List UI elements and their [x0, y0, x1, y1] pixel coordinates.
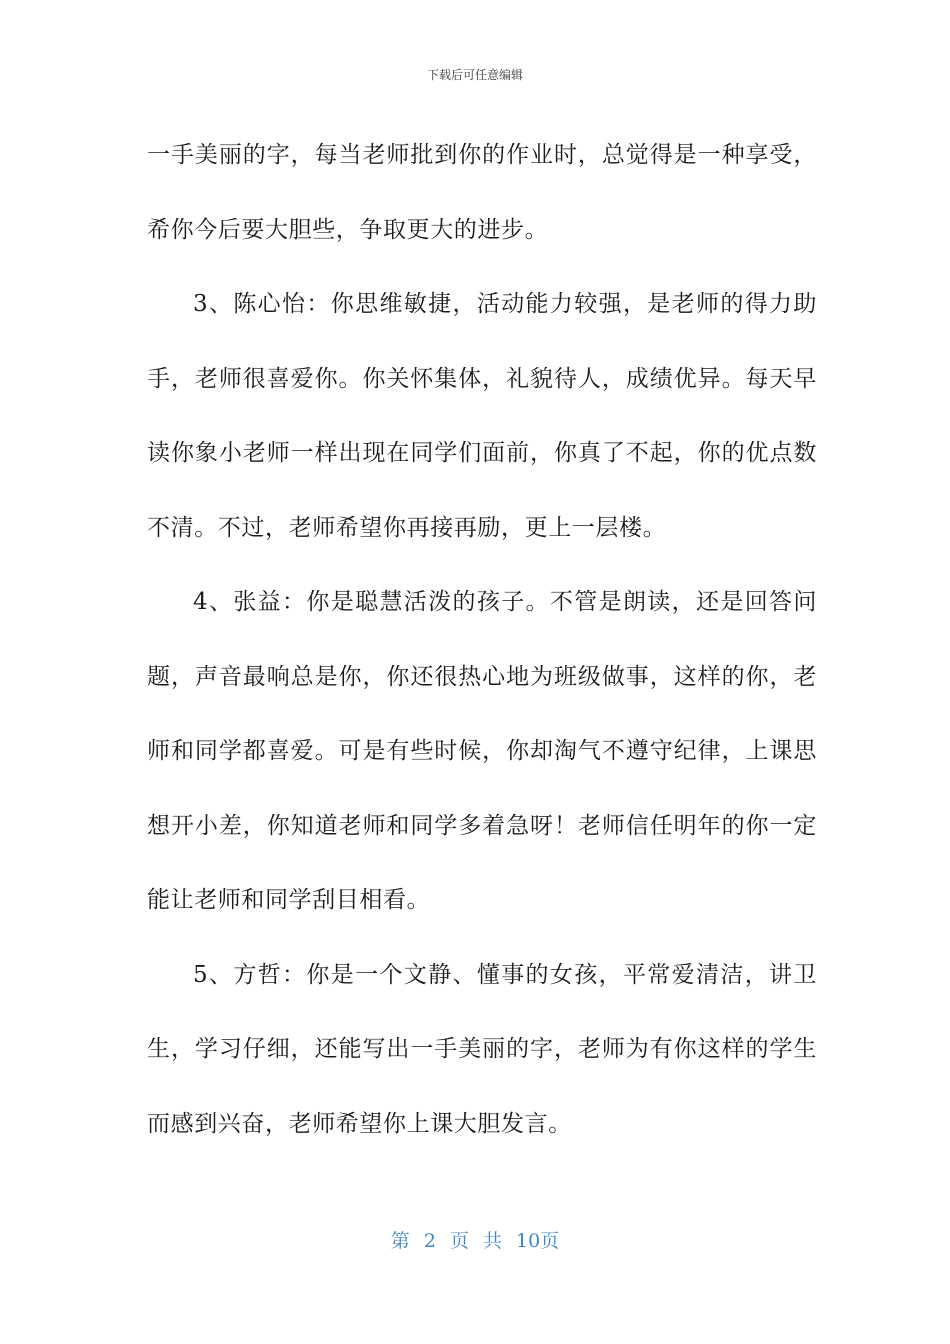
- page-footer-page-number: 第 2 页 共 10页: [390, 1230, 560, 1252]
- paragraph-continuation: 一手美丽的字，每当老师批到你的作业时，总觉得是一种享受，希你今后要大胆些，争取更大的进步。: [147, 142, 817, 243]
- paragraph-zhang-yi: 4、张益：你是聪慧活泼的孩子。不管是朗读，还是回答问题，声音最响总是你，你还很热心地为班级做事，这样的你，老师和同学都喜爱。可是有些时候，你却淘气不遵守纪律，上课思想开小差，你知道老师和同学多着急呀！老师信任明年的你一定能让老师和同学刮目相看。: [147, 589, 817, 913]
- paragraph-fang-zhe: 5、方哲：你是一个文静、懂事的女孩，平常爱清洁，讲卫生，学习仔细，还能写出一手美丽的字，老师为有你这样的学生而感到兴奋，老师希望你上课大胆发言。: [147, 961, 817, 1137]
- document-body: [147, 118, 817, 1161]
- paragraph-chen-xinyi: 3、陈心怡：你思维敏捷，活动能力较强，是老师的得力助手，老师很喜爱你。你关怀集体，礼貌待人，成绩优异。每天早读你象小老师一样出现在同学们面前，你真了不起，你的优点数不清。不过，老师希望你再接再励，更上一层楼。: [147, 291, 817, 541]
- page-header: 下载后可任意编辑: [426, 68, 523, 82]
